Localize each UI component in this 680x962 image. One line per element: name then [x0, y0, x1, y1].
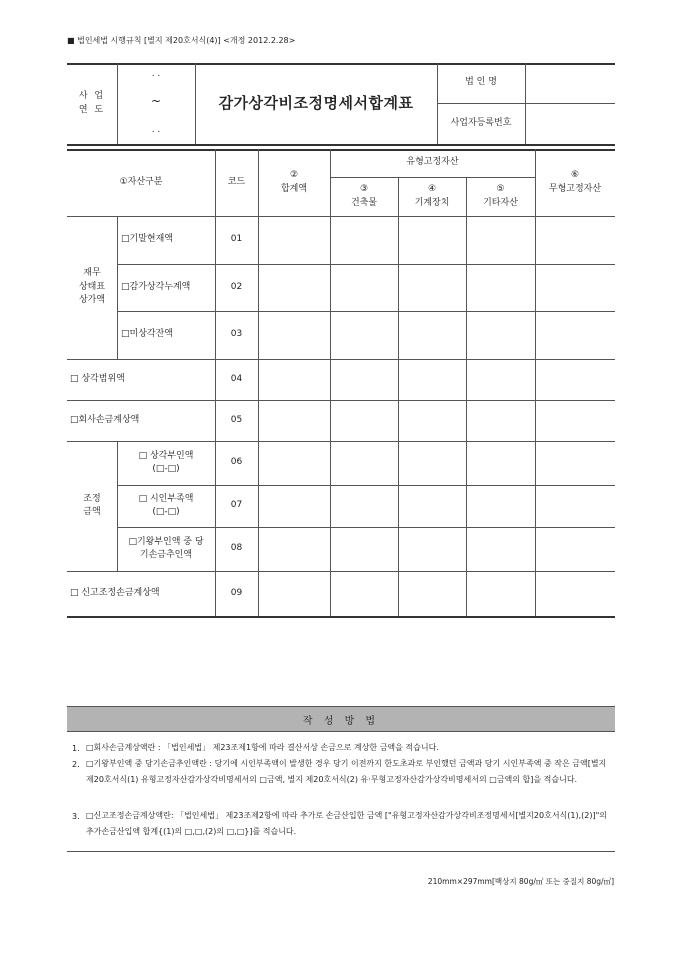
row-code-03: 03 — [230, 329, 243, 340]
date-dots-top: . . — [151, 69, 161, 80]
row-code-09: 09 — [230, 587, 243, 598]
col-total: ② 합계액 — [280, 170, 308, 194]
col-other: ⑤ 기타자산 — [483, 184, 518, 208]
row-code-01: 01 — [230, 234, 243, 245]
row-label-08: □기왕부인액 중 당 기손금추인액 — [128, 536, 204, 560]
row-label-09: □ 신고조정손금계상액 — [70, 587, 160, 598]
col-code: 코드 — [227, 176, 246, 187]
row-label-06: □ 상각부인액 (□-□) — [138, 450, 194, 474]
col-machinery: ④ 기계장치 — [414, 184, 450, 208]
instruction-num-2: 2. — [72, 760, 80, 769]
row-code-02: 02 — [230, 281, 243, 292]
row-label-01: □기말현재액 — [121, 234, 173, 245]
instruction-item-1: □회사손금계상액란 : 「법인세법」 제23조제1항에 따라 결산서상 손금으로 계상한 금액을 적습니다. — [86, 743, 439, 752]
instructions-heading: 작 성 방 법 — [67, 706, 615, 732]
form-header-note: ■ 법인세법 시행규칙 [별지 제20호서식(4)] <개정 2012.2.28> — [67, 36, 296, 45]
row-code-05: 05 — [230, 414, 243, 425]
date-dots-bottom: . . — [151, 125, 161, 136]
corp-name-value[interactable] — [525, 63, 615, 103]
paper-spec: 210mm×297mm[백상지 80g/㎡ 또는 중질지 80g/㎡] — [427, 877, 614, 886]
reg-no-value[interactable] — [525, 103, 615, 144]
corp-name-label: 법 인 명 — [465, 77, 497, 88]
row-label-03: □미상각잔액 — [121, 329, 173, 340]
col-building: ③ 건축물 — [350, 184, 378, 208]
form-title: 감가상각비조정명세서합계표 — [218, 94, 414, 113]
row-code-07: 07 — [230, 500, 243, 511]
col-asset-type: ①자산구분 — [119, 176, 163, 187]
row-label-04: □ 상각범위액 — [70, 373, 125, 384]
row-label-07: □ 시인부족액 (□-□) — [138, 493, 194, 517]
group-financial: 재무 상태표 상가액 — [78, 268, 106, 306]
instruction-item-2: □기왕부인액 중 당기손금추인액란 : 당기에 시인부족액이 발생한 경우 당기 이전까지 한도초과로 부인했던 금액과 당기 시인부족액 중 작은 금액[별지 제20호서식(1) 유형고정자산감가상각비명세서의 □금액, 별지 제20호서식(2) 유·무형고정자산감가상각비명세서의 □금액의 합]을 적습니다. — [86, 759, 607, 784]
business-year-label: 사 업 연 도 — [78, 91, 106, 115]
col-tangible: 유형고정자산 — [406, 157, 459, 168]
col-intangible: ⑥ 무형고정자산 — [548, 170, 602, 194]
instruction-num-1: 1. — [72, 744, 80, 753]
row-code-06: 06 — [230, 457, 243, 468]
group-adjust: 조정 금액 — [83, 493, 101, 517]
reg-no-label: 사업자등록번호 — [450, 117, 512, 128]
row-code-04: 04 — [230, 373, 243, 384]
row-label-05: □회사손금계상액 — [70, 414, 140, 425]
row-label-02: □감가상각누계액 — [121, 281, 191, 292]
date-tilde: ~ — [150, 94, 162, 108]
instruction-num-3: 3. — [72, 812, 80, 821]
row-code-08: 08 — [230, 543, 243, 554]
instruction-item-3: □신고조정손금계상액란: 「법인세법」 제23조제2항에 따라 추가로 손금산입한 금액 ["유형고정자산감가상각비조정명세서[별지20호서식(1),(2)]"의 추가손금산입액 합계{(1)의 □,□,(2)의 □,□}]를 적습니다. — [86, 811, 608, 836]
